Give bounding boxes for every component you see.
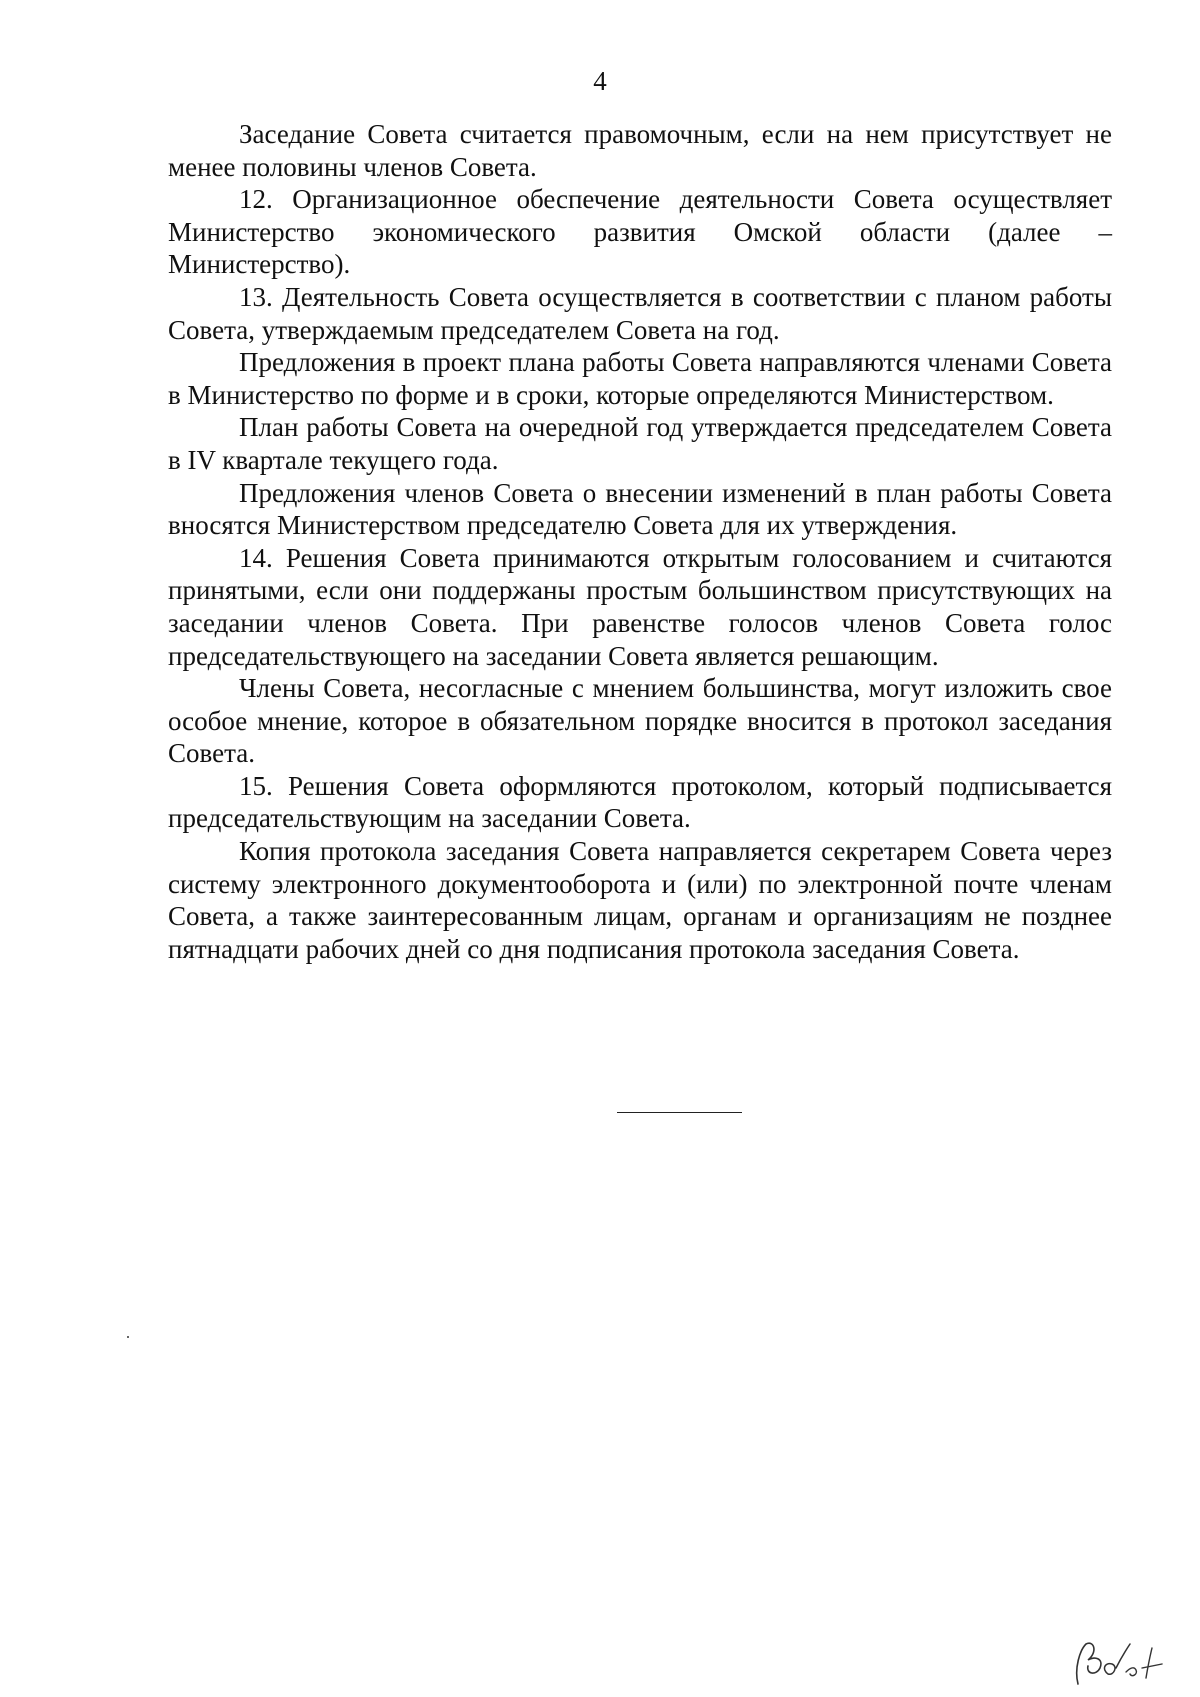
- paragraph-quorum: Заседание Совета считается правомочным, если на нем присутствует не менее половины членов Совета.: [168, 119, 1112, 182]
- handwritten-initials: [1064, 1638, 1174, 1688]
- paragraph-item-15: 15. Решения Совета оформляются протоколом, который подписывается председательствующим на заседании Совета.: [168, 770, 1112, 834]
- paragraph-item-14: 14. Решения Совета принимаются открытым голосованием и считаются принятыми, если они поддержаны простым большинством присутствующих на заседании членов Совета. При равенстве голосов членов Совета голос председательствующего на заседании Совета является решающим.: [168, 542, 1112, 671]
- paragraph-protocol-copy: Копия протокола заседания Совета направляется секретарем Совета через систему электронного документооборота и (или) по электронной почте членам Совета, а также заинтересованным лицам, органам и организациям не позднее пятнадцати рабочих дней со дня подписания протокола заседания Совета.: [168, 836, 1112, 964]
- document-body: [168, 118, 1112, 965]
- paragraph-plan-changes: Предложения членов Совета о внесении изменений в план работы Совета вносятся Министерством председателю Совета для их утверждения.: [168, 477, 1112, 541]
- paragraph-item-12: 12. Организационное обеспечение деятельности Совета осуществляет Министерство экономического развития Омской области (далее – Министерство).: [168, 184, 1112, 280]
- page-number: 4: [593, 66, 607, 96]
- paragraph-plan-proposals: Предложения в проект плана работы Совета направляются членами Совета в Министерство по форме и в сроки, которые определяются Министерством.: [168, 347, 1112, 410]
- paragraph-plan-approval: План работы Совета на очередной год утверждается председателем Совета в IV квартале текущего года.: [168, 412, 1112, 475]
- end-divider: [617, 1112, 742, 1113]
- scan-dot: [127, 1336, 129, 1338]
- paragraph-dissenting-opinion: Члены Совета, несогласные с мнением большинства, могут изложить свое особое мнение, которое в обязательном порядке вносится в протокол заседания Совета.: [168, 673, 1112, 769]
- paragraph-item-13: 13. Деятельность Совета осуществляется в соответствии с планом работы Совета, утверждаемым председателем Совета на год.: [168, 281, 1112, 345]
